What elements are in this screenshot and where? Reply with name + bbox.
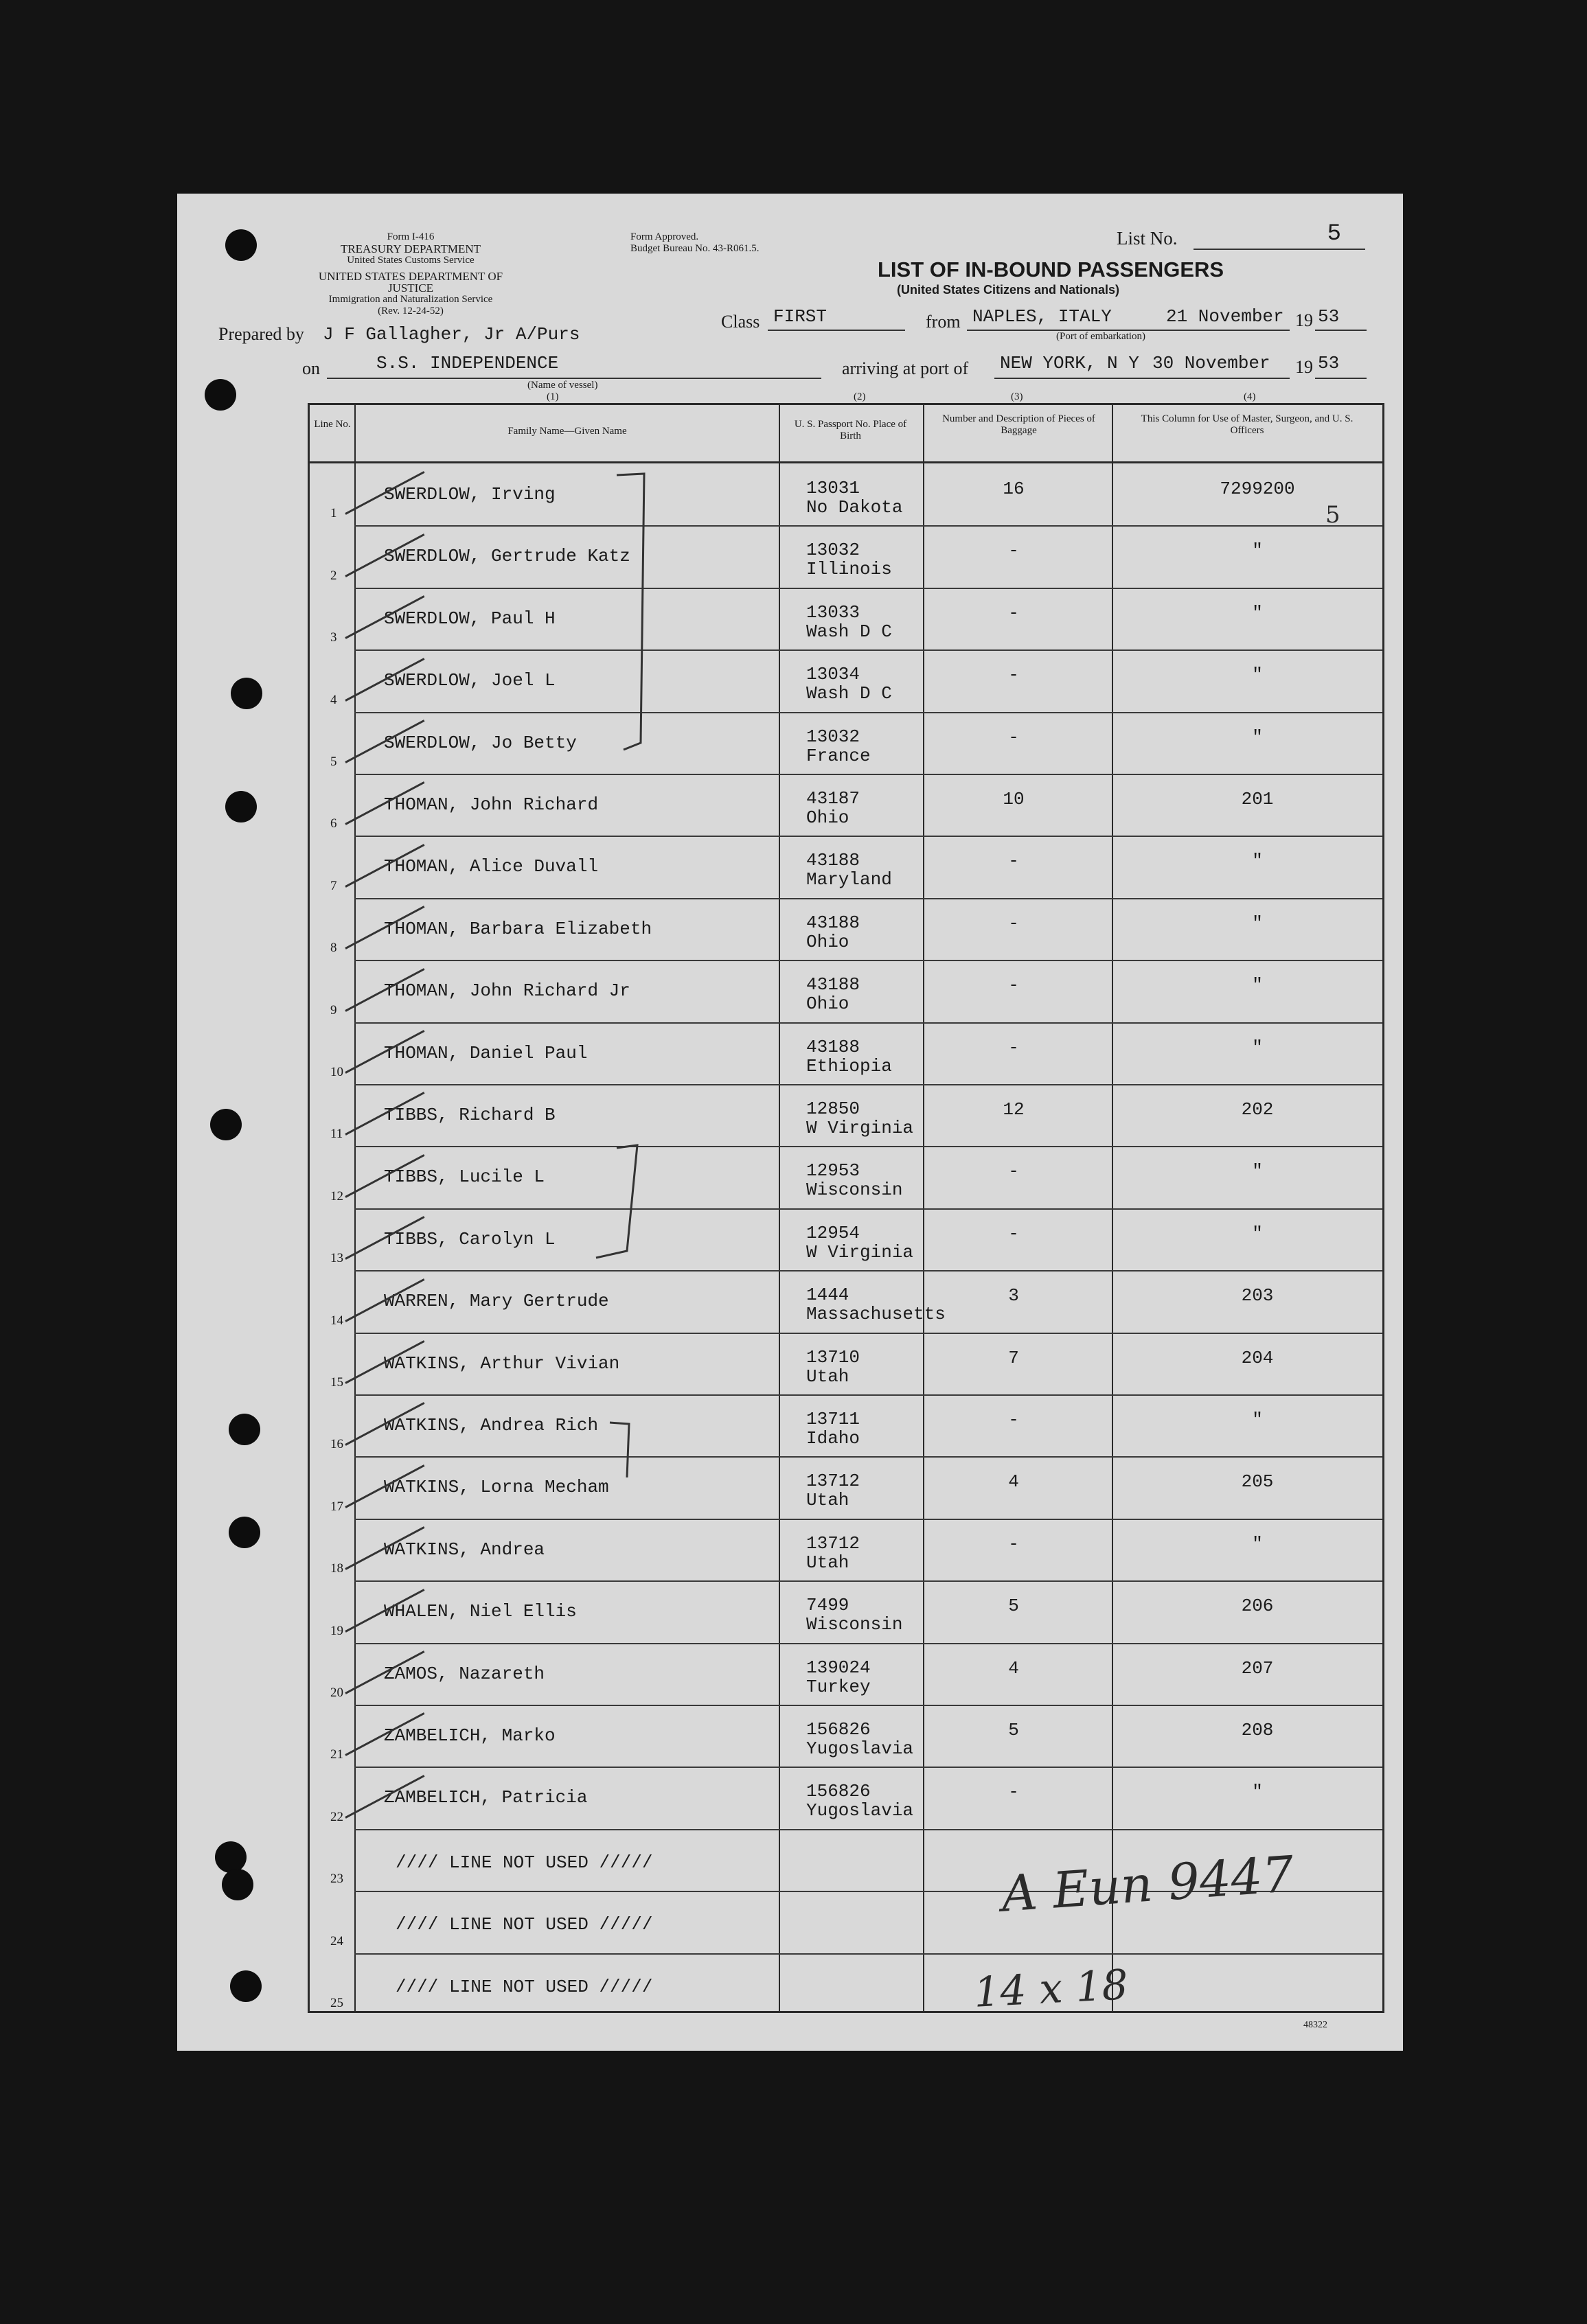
header-officers-use: This Column for Use of Master, Surgeon, and U. S. Officers xyxy=(1141,413,1354,436)
passenger-name: ZAMBELICH, Patricia xyxy=(384,1787,588,1808)
passport-number: 13033 xyxy=(806,601,860,623)
line-number: 10 xyxy=(330,1064,343,1079)
officer-use: 7299200 xyxy=(1220,479,1295,499)
line-number: 3 xyxy=(330,630,337,645)
from-year: 53 xyxy=(1318,306,1340,327)
line-number: 18 xyxy=(330,1561,343,1576)
from-year-line xyxy=(1315,302,1367,331)
passport-cell xyxy=(806,913,860,952)
place-of-birth: Wash D C xyxy=(806,683,892,704)
list-no-label: List No. xyxy=(1117,228,1178,249)
officer-use: " xyxy=(1252,975,1263,996)
prepared-by-label: Prepared by xyxy=(218,324,304,344)
baggage-count: - xyxy=(1008,602,1019,623)
vessel-line xyxy=(327,350,821,379)
passenger-name: THOMAN, John Richard Jr xyxy=(384,980,630,1002)
place-of-birth: No Dakota xyxy=(806,497,903,518)
baggage-count: 12 xyxy=(1003,1099,1025,1120)
line-number: 23 xyxy=(330,1872,343,1887)
baggage-count: - xyxy=(1008,912,1019,934)
baggage-count: 16 xyxy=(1003,479,1025,499)
binder-hole xyxy=(231,678,262,709)
line-number: 8 xyxy=(330,941,337,956)
passport-number: 12954 xyxy=(806,1222,860,1243)
table-row xyxy=(310,1767,1382,1828)
line-number: 5 xyxy=(330,754,337,769)
header-baggage: Number and Description of Pieces of Baggage xyxy=(942,413,1095,436)
officer-use: " xyxy=(1252,540,1263,562)
officer-use: " xyxy=(1252,1410,1263,1430)
place-of-birth: Ethiopia xyxy=(806,1055,892,1077)
passport-number: 12953 xyxy=(806,1160,860,1182)
passport-cell xyxy=(806,1223,913,1262)
col-index-1: (1) xyxy=(547,391,559,402)
passenger-name: WATKINS, Andrea Rich xyxy=(384,1415,599,1436)
table-row xyxy=(310,960,1382,1022)
table-row xyxy=(310,1333,1382,1394)
passport-number: 43187 xyxy=(806,788,860,809)
prepared-by-value: J F Gallagher, Jr A/Purs xyxy=(323,324,580,345)
place-of-birth: Idaho xyxy=(806,1428,860,1449)
from-year-prefix: 19 xyxy=(1295,310,1313,330)
table-row xyxy=(310,712,1382,774)
treasury-dept: TREASURY DEPARTMENT xyxy=(340,242,481,255)
baggage-count: 5 xyxy=(1008,1720,1019,1740)
place-of-birth: W Virginia xyxy=(806,1241,914,1263)
arrival-date: 30 November xyxy=(1152,353,1270,373)
passport-cell xyxy=(806,665,892,703)
passport-cell xyxy=(806,851,892,889)
passenger-name: SWERDLOW, Paul H xyxy=(384,608,556,629)
passport-number: 156826 xyxy=(806,1719,871,1740)
place-of-birth: Massachusetts xyxy=(806,1304,946,1325)
place-of-birth: Wisconsin xyxy=(806,1614,903,1635)
unused-row xyxy=(310,1953,1382,2015)
passport-number: 13710 xyxy=(806,1346,860,1368)
place-of-birth: Maryland xyxy=(806,869,892,890)
manifest-page xyxy=(177,194,1403,2051)
officer-use: " xyxy=(1252,602,1263,623)
line-number: 4 xyxy=(330,692,337,707)
passport-number: 13034 xyxy=(806,664,860,685)
passport-cell xyxy=(806,789,860,827)
passenger-name: THOMAN, Barbara Elizabeth xyxy=(384,918,652,939)
passenger-name: THOMAN, John Richard xyxy=(384,794,599,815)
officer-use: " xyxy=(1252,1223,1263,1244)
arrival-line xyxy=(994,350,1290,379)
passport-cell xyxy=(806,1037,892,1076)
table-row xyxy=(310,836,1382,897)
officer-use: 206 xyxy=(1241,1596,1274,1617)
line-not-used: //// LINE NOT USED ///// xyxy=(396,1976,653,1997)
officer-use: 208 xyxy=(1241,1720,1274,1740)
officer-use: 202 xyxy=(1241,1099,1274,1120)
line-number: 21 xyxy=(330,1747,343,1762)
passport-cell xyxy=(806,975,860,1013)
ins-label: Immigration and Naturalization Service xyxy=(328,294,493,305)
justice-dept: UNITED STATES DEPARTMENT OF JUSTICE xyxy=(318,270,503,295)
line-number: 15 xyxy=(330,1374,343,1390)
list-no-line xyxy=(1194,221,1365,250)
line-number: 16 xyxy=(330,1437,343,1452)
baggage-count: 7 xyxy=(1008,1347,1019,1368)
baggage-count: 5 xyxy=(1008,1596,1019,1617)
officer-use: 201 xyxy=(1241,789,1274,809)
passenger-name: THOMAN, Daniel Paul xyxy=(384,1042,588,1063)
passport-cell xyxy=(806,1348,860,1386)
passenger-name: WARREN, Mary Gertrude xyxy=(384,1291,609,1312)
passport-cell xyxy=(806,1720,913,1758)
passport-cell xyxy=(806,1782,913,1820)
officer-use: " xyxy=(1252,851,1263,872)
col-index-2: (2) xyxy=(854,391,866,402)
from-port: NAPLES, ITALY xyxy=(972,306,1112,327)
passport-number: 13711 xyxy=(806,1409,860,1429)
budget-bureau: Budget Bureau No. 43-R061.5. xyxy=(630,243,760,254)
form-code: 48322 xyxy=(1303,2020,1327,2030)
arrival-port: NEW YORK, N Y xyxy=(1000,353,1139,373)
place-of-birth: Yugoslavia xyxy=(806,1800,914,1821)
passport-cell xyxy=(806,1161,902,1199)
table-row xyxy=(310,1084,1382,1146)
passport-number: 43188 xyxy=(806,912,860,933)
binder-hole xyxy=(230,1970,262,2002)
passport-number: 156826 xyxy=(806,1781,871,1802)
line-number: 17 xyxy=(330,1499,343,1514)
line-number: 13 xyxy=(330,1251,343,1266)
table-row xyxy=(310,1394,1382,1456)
baggage-count: 4 xyxy=(1008,1471,1019,1493)
line-number: 7 xyxy=(330,878,337,893)
passenger-name: TIBBS, Lucile L xyxy=(384,1166,545,1188)
passenger-name: TIBBS, Richard B xyxy=(384,1105,556,1125)
passport-cell xyxy=(806,1410,860,1448)
line-number: 24 xyxy=(330,1933,343,1948)
from-label: from xyxy=(926,312,961,332)
handwritten-note-2: 14 x 18 xyxy=(972,1961,1130,2017)
place-of-birth: Utah xyxy=(806,1552,849,1573)
passport-cell xyxy=(806,1285,946,1324)
place-of-birth: Utah xyxy=(806,1366,849,1387)
passenger-name: SWERDLOW, Gertrude Katz xyxy=(384,546,630,567)
baggage-count: - xyxy=(1008,1410,1019,1430)
customs-service: United States Customs Service xyxy=(347,255,475,266)
passport-number: 13031 xyxy=(806,478,860,498)
place-of-birth: Utah xyxy=(806,1490,849,1511)
passport-number: 13712 xyxy=(806,1532,860,1554)
class-label: Class xyxy=(721,312,760,332)
officer-use: " xyxy=(1252,1782,1263,1803)
table-row xyxy=(310,1456,1382,1518)
officer-use: " xyxy=(1252,1037,1263,1058)
officer-use: " xyxy=(1252,1533,1263,1554)
header-name: Family Name—Given Name xyxy=(507,426,627,437)
place-of-birth: W Virginia xyxy=(806,1118,914,1138)
line-number: 2 xyxy=(330,568,337,583)
table-row xyxy=(310,1580,1382,1642)
vessel-name: S.S. INDEPENDENCE xyxy=(376,353,559,373)
table-row xyxy=(310,898,1382,960)
officer-use: " xyxy=(1252,1161,1263,1182)
passport-cell xyxy=(806,1534,860,1572)
binder-hole xyxy=(229,1414,260,1445)
binder-hole xyxy=(222,1869,253,1900)
from-line xyxy=(967,302,1290,331)
baggage-count: - xyxy=(1008,665,1019,686)
line-number: 9 xyxy=(330,1002,337,1017)
passenger-name: THOMAN, Alice Duvall xyxy=(384,856,599,877)
binder-hole xyxy=(215,1841,247,1873)
place-of-birth: Wash D C xyxy=(806,621,892,642)
passport-number: 1444 xyxy=(806,1285,849,1306)
passport-number: 13712 xyxy=(806,1471,860,1492)
line-number: 12 xyxy=(330,1188,343,1204)
passport-cell xyxy=(806,603,892,641)
officer-use: 203 xyxy=(1241,1285,1274,1307)
baggage-count: - xyxy=(1008,1223,1019,1244)
revision: (Rev. 12-24-52) xyxy=(378,306,444,317)
handwritten-note-1: A Eun 9447 xyxy=(999,1845,1296,1923)
baggage-count: - xyxy=(1008,1161,1019,1182)
line-not-used: //// LINE NOT USED ///// xyxy=(396,1852,653,1873)
place-of-birth: Ohio xyxy=(806,993,849,1015)
baggage-count: - xyxy=(1008,726,1019,748)
passenger-name: SWERDLOW, Jo Betty xyxy=(384,732,577,753)
officer-use: 205 xyxy=(1241,1471,1274,1493)
line-not-used: //// LINE NOT USED ///// xyxy=(396,1914,653,1935)
baggage-count: - xyxy=(1008,540,1019,562)
baggage-count: 10 xyxy=(1003,789,1025,809)
officer-use: " xyxy=(1252,912,1263,934)
table-row xyxy=(310,525,1382,587)
passport-number: 7499 xyxy=(806,1595,849,1616)
line-number: 19 xyxy=(330,1623,343,1638)
officer-use: " xyxy=(1252,665,1263,686)
passport-cell xyxy=(806,727,871,766)
binder-hole xyxy=(225,229,257,261)
arrival-year-line xyxy=(1315,350,1367,379)
place-of-birth: Turkey xyxy=(806,1676,871,1697)
binder-hole xyxy=(225,791,257,822)
page-title: LIST OF IN-BOUND PASSENGERS xyxy=(878,257,1224,281)
table-row xyxy=(310,463,1382,525)
arrival-year: 53 xyxy=(1318,353,1340,373)
place-of-birth: France xyxy=(806,745,871,766)
line-number: 1 xyxy=(330,506,337,521)
passport-number: 43188 xyxy=(806,850,860,871)
passport-cell xyxy=(806,540,892,579)
passenger-name: ZAMOS, Nazareth xyxy=(384,1663,545,1684)
officer-use: " xyxy=(1252,726,1263,748)
col-index-3: (3) xyxy=(1011,391,1023,402)
table-row xyxy=(310,588,1382,649)
passport-number: 13032 xyxy=(806,726,860,747)
officer-use: 207 xyxy=(1241,1657,1274,1679)
place-of-birth: Ohio xyxy=(806,931,849,952)
baggage-count: - xyxy=(1008,1533,1019,1554)
line-number: 11 xyxy=(330,1127,343,1142)
passport-cell xyxy=(806,1099,913,1138)
form-number: Form I-416 xyxy=(387,231,435,242)
col-index-4: (4) xyxy=(1244,391,1256,402)
place-of-birth: Ohio xyxy=(806,807,849,828)
table-row xyxy=(310,1705,1382,1767)
bracket-marks xyxy=(589,468,727,1498)
passenger-name: ZAMBELICH, Marko xyxy=(384,1725,556,1746)
baggage-count: - xyxy=(1008,1037,1019,1058)
passenger-name: SWERDLOW, Irving xyxy=(384,484,556,505)
passport-cell xyxy=(806,1596,902,1634)
officer-use: 204 xyxy=(1241,1347,1274,1368)
table-row xyxy=(310,774,1382,836)
passport-number: 139024 xyxy=(806,1657,871,1678)
form-approved: Form Approved. xyxy=(630,231,699,242)
passenger-name: WATKINS, Lorna Mecham xyxy=(384,1477,609,1498)
header-line-no: Line No. xyxy=(314,419,351,430)
baggage-count: - xyxy=(1008,851,1019,872)
binder-hole xyxy=(205,379,236,411)
baggage-count: 3 xyxy=(1008,1285,1019,1307)
passenger-name: TIBBS, Carolyn L xyxy=(384,1228,556,1250)
passport-cell xyxy=(806,1658,871,1696)
line-number: 22 xyxy=(330,1809,343,1824)
from-date: 21 November xyxy=(1166,306,1284,327)
passenger-name: WATKINS, Arthur Vivian xyxy=(384,1353,620,1374)
bracket-mark-tibbs xyxy=(589,1141,727,1278)
table-row xyxy=(310,649,1382,711)
arriving-label: arriving at port of xyxy=(842,358,969,378)
port-embarkation-caption: (Port of embarkation) xyxy=(1056,331,1145,342)
passport-number: 43188 xyxy=(806,974,860,996)
passenger-name: SWERDLOW, Joel L xyxy=(384,670,556,691)
passport-number: 43188 xyxy=(806,1036,860,1057)
passenger-name: WATKINS, Andrea xyxy=(384,1539,545,1560)
passport-number: 13032 xyxy=(806,540,860,561)
place-of-birth: Illinois xyxy=(806,559,892,580)
line-number: 20 xyxy=(330,1685,343,1700)
passenger-name: WHALEN, Niel Ellis xyxy=(384,1601,577,1622)
class-value: FIRST xyxy=(773,306,827,327)
baggage-count: - xyxy=(1008,975,1019,996)
table-row xyxy=(310,1643,1382,1705)
header-passport: U. S. Passport No. Place of Birth xyxy=(794,419,907,441)
margin-list-number: 5 xyxy=(1325,501,1340,529)
form-header-left xyxy=(308,231,514,317)
table-row xyxy=(310,1022,1382,1084)
line-number: 14 xyxy=(330,1313,343,1328)
line-number: 25 xyxy=(330,1995,343,2010)
vessel-caption: (Name of vessel) xyxy=(527,380,598,391)
list-no-value: 5 xyxy=(1327,221,1341,247)
baggage-count: - xyxy=(1008,1782,1019,1803)
passport-cell xyxy=(806,479,902,517)
passport-cell xyxy=(806,1471,860,1510)
table-row xyxy=(310,1208,1382,1270)
class-line xyxy=(768,302,905,331)
table-row xyxy=(310,1146,1382,1208)
passport-number: 12850 xyxy=(806,1098,860,1119)
baggage-count: 4 xyxy=(1008,1657,1019,1679)
binder-hole xyxy=(229,1517,260,1548)
page-subtitle: (United States Citizens and Nationals) xyxy=(897,283,1120,297)
on-label: on xyxy=(302,358,320,378)
passenger-table xyxy=(308,403,1384,2013)
form-approval xyxy=(630,231,759,255)
place-of-birth: Yugoslavia xyxy=(806,1738,914,1759)
binder-hole xyxy=(210,1109,242,1140)
place-of-birth: Wisconsin xyxy=(806,1180,903,1201)
arrival-year-prefix: 19 xyxy=(1295,357,1313,377)
table-row xyxy=(310,1519,1382,1580)
table-row xyxy=(310,1270,1382,1332)
line-number: 6 xyxy=(330,816,337,831)
